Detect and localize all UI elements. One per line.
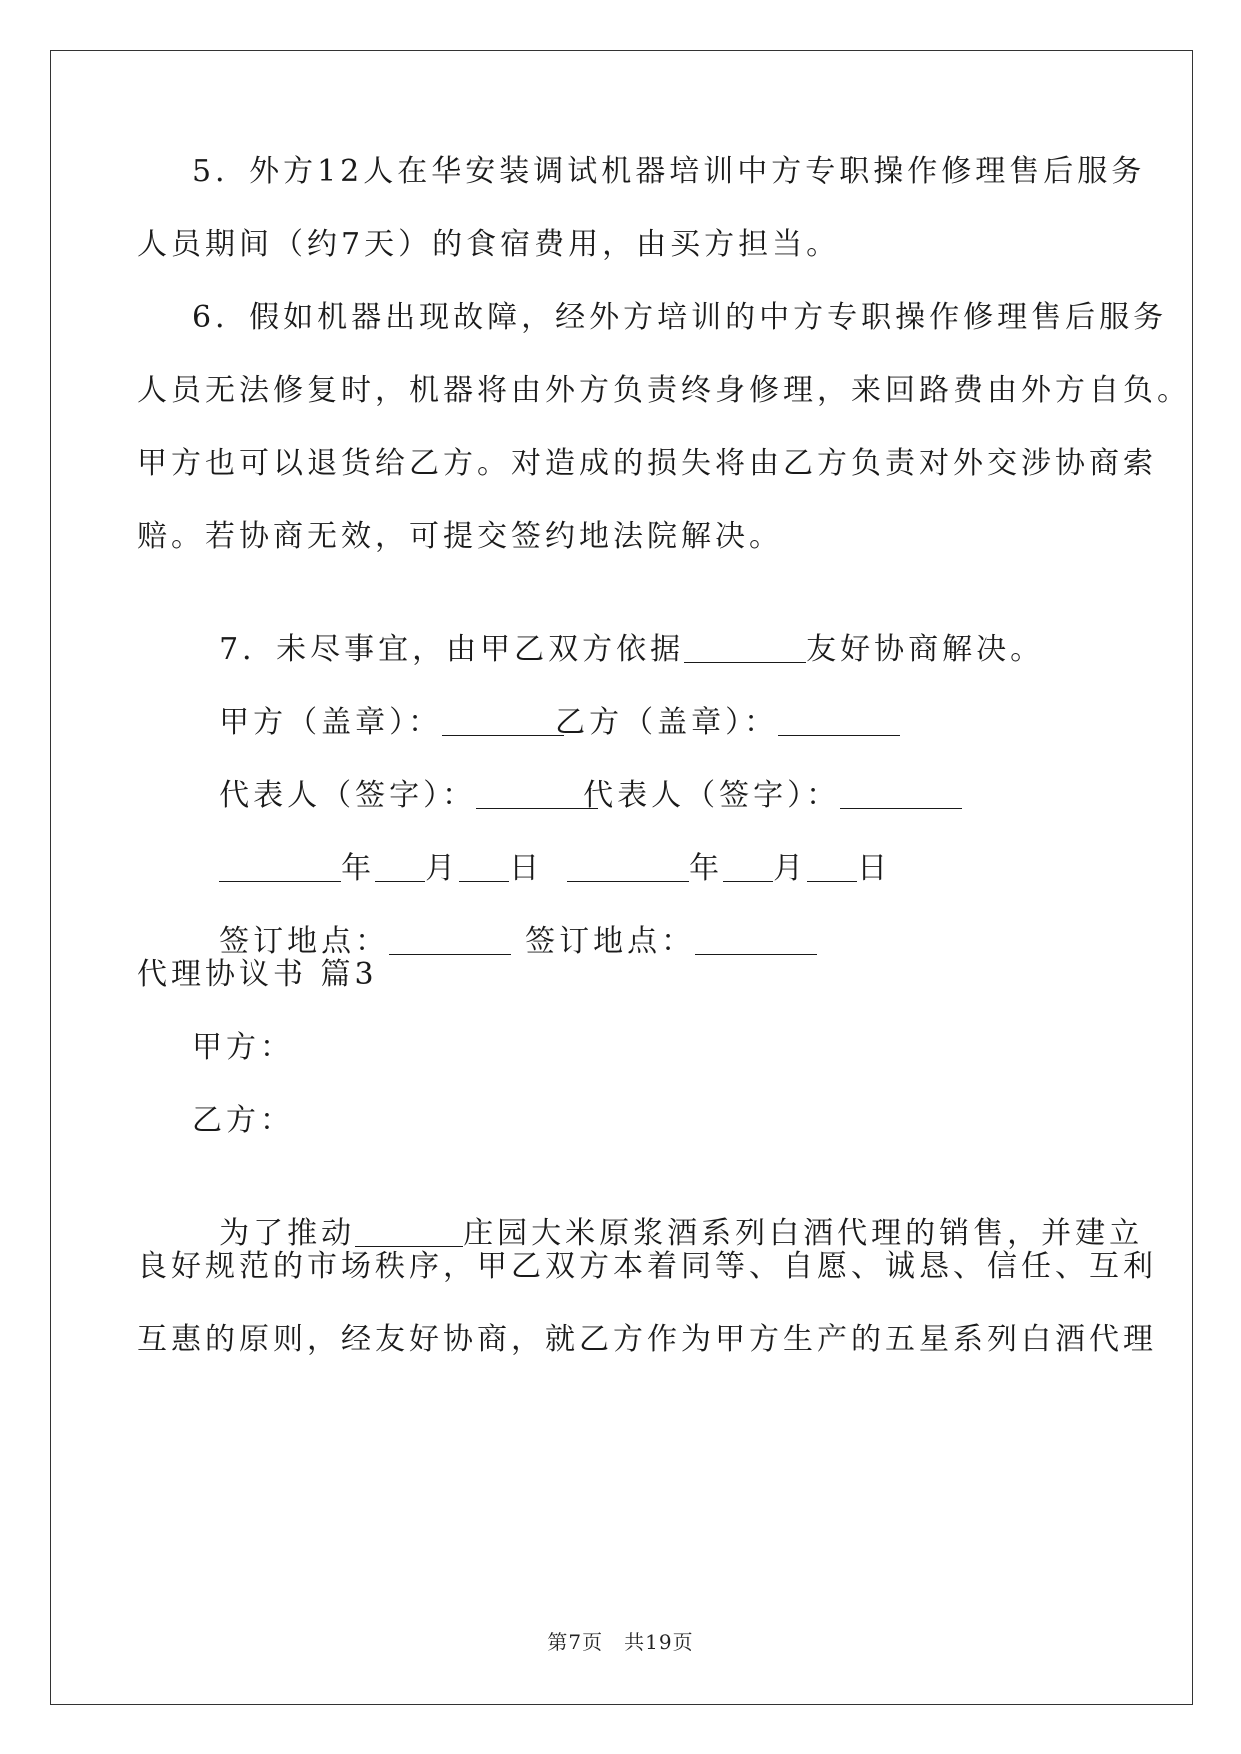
clause-5-line-1: 5．外方12人在华安装调试机器培训中方专职操作修理售后服务 [192,154,1146,189]
year-label: 年 [689,851,724,886]
party-a-rep-label: 代表人（签字）： [219,778,477,813]
place-b-blank [695,924,817,955]
party-a-line: 甲方： [192,1030,294,1065]
clause-6-line-1: 6．假如机器出现故障，经外方培训的中方专职操作修理售后服务 [192,300,1168,335]
clause-6-line-3: 甲方也可以退货给乙方。对造成的损失将由乙方负责对外交涉协商索 [137,446,1157,481]
preamble-line-2: 良好规范的市场秩序，甲乙双方本着同等、自愿、诚恳、信任、互利 [137,1249,1157,1284]
place-line-b [498,882,817,962]
month-blank [375,851,425,882]
place-a-label: 签订地点： [219,924,390,959]
rep-line-b [556,736,962,816]
preamble-line-3: 互惠的原则，经友好协商，就乙方作为甲方生产的五星系列白酒代理 [137,1322,1157,1357]
year-label: 年 [341,851,376,886]
day-label: 日 [857,851,892,886]
clause-7 [192,590,1044,670]
preamble-text-end: 庄园大米原浆酒系列白酒代理的销售，并建立 [463,1216,1144,1251]
preamble-line-1 [192,1174,1143,1254]
clause-5-line-2: 人员期间（约7天）的食宿费用，由买方担当。 [137,227,841,262]
blank-field [684,632,806,663]
brand-blank [355,1216,463,1247]
party-b-rep-label: 代表人（签字）： [583,778,841,813]
month-label: 月 [425,851,460,886]
party-b-rep-blank [840,778,962,809]
clause-7-text-end: 友好协商解决。 [806,632,1045,667]
party-a-seal-label: 甲方（盖章）： [219,705,443,740]
day-label: 日 [509,851,544,886]
place-line-a [192,882,511,962]
clause-6-line-2: 人员无法修复时，机器将由外方负责终身修理，来回路费由外方自负。 [137,373,1191,408]
seal-line-b [528,663,900,743]
party-b-seal-label: 乙方（盖章）： [555,705,779,740]
place-b-label: 签订地点： [525,924,696,959]
clause-7-text-start: 7．未尽事宜，由甲乙双方依据 [219,632,685,667]
seal-line [192,663,564,743]
date-line-a [192,809,543,889]
rep-line [192,736,598,816]
year-blank [567,851,689,882]
date-line-b [540,809,891,889]
clause-6-line-4: 赔。若协商无效，可提交签约地法院解决。 [137,519,783,554]
section-title: 代理协议书 篇3 [137,957,378,992]
page-number-footer: 第7页 共19页 [547,1630,694,1654]
place-a-blank [389,924,511,955]
party-b-line: 乙方： [192,1103,294,1138]
year-blank [219,851,341,882]
preamble-text-start: 为了推动 [219,1216,356,1251]
month-label: 月 [773,851,808,886]
party-b-seal-blank [778,705,900,736]
day-blank [459,851,509,882]
month-blank [723,851,773,882]
day-blank [807,851,857,882]
